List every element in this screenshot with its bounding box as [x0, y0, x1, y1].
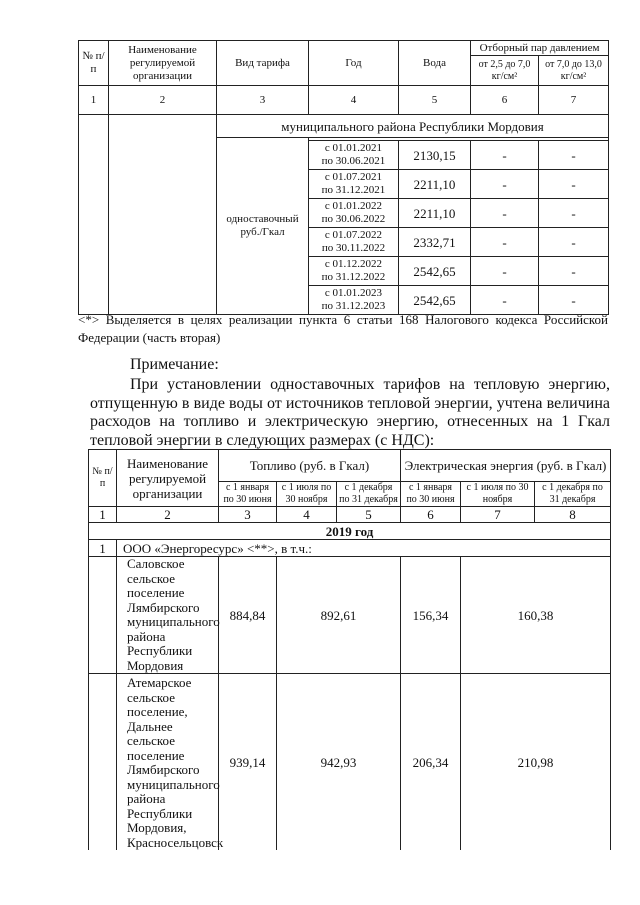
- header-steam: Отборный пар давлением: [471, 41, 609, 56]
- el-period-1-value: 206,34: [401, 674, 461, 851]
- col-number: 8: [535, 507, 611, 523]
- col-number: 3: [219, 507, 277, 523]
- water-value: 2211,10: [399, 199, 471, 228]
- steam-high-value: -: [539, 141, 609, 170]
- header-tariff-type: Вид тарифа: [217, 41, 309, 86]
- fuel-period-1-value: 884,84: [219, 557, 277, 674]
- col-number: 5: [399, 86, 471, 115]
- steam-high-value: -: [539, 199, 609, 228]
- period-cell: с 01.01.2022 по 30.06.2022: [309, 199, 399, 228]
- steam-low-value: -: [471, 228, 539, 257]
- col-number: 4: [277, 507, 337, 523]
- water-value: 2542,65: [399, 257, 471, 286]
- region-label: муниципального района Республики Мордовия: [217, 115, 609, 138]
- note-body: При установлении одноставочных тарифов на тепловую энергию, отпущенную в виде воды от источников тепловой энергии, учтена величина расходов на топливо и электрическую энергию, отнесенных на 1 Гкал тепловой энергии в следующих размерах (с НДС):: [90, 376, 610, 449]
- steam-low-value: -: [471, 141, 539, 170]
- header-year: Год: [309, 41, 399, 86]
- col-number: 7: [461, 507, 535, 523]
- year-label: 2019 год: [89, 523, 611, 540]
- header-period-2: с 1 июля по 30 ноября: [277, 481, 337, 506]
- org-name: ООО «Энергоресурс» <**>, в т.ч.:: [117, 540, 611, 557]
- period-cell: с 01.01.2023 по 31.12.2023: [309, 286, 399, 315]
- header-water: Вода: [399, 41, 471, 86]
- header-steam-high: от 7,0 до 13,0 кг/см²: [539, 56, 609, 86]
- empty-org-cell: [109, 115, 217, 315]
- period-cell: с 01.12.2022 по 31.12.2022: [309, 257, 399, 286]
- steam-high-value: -: [539, 170, 609, 199]
- header-period-3: с 1 декабря по 31 декабря: [337, 481, 401, 506]
- steam-high-value: -: [539, 257, 609, 286]
- empty-num-cell: [79, 115, 109, 315]
- settlement-name: Атемарское сельское поселение, Дальнее сельское поселение Лямбирского муниципального района Республики Мордовия, Красносельцовск: [117, 674, 219, 851]
- header-period-2: с 1 июля по 30 ноября: [461, 481, 535, 506]
- header-org: Наименование регулируемой организации: [109, 41, 217, 86]
- table-row: [89, 557, 611, 674]
- fuel-period-2-3-value: 892,61: [277, 557, 401, 674]
- footnote: <*> Выделяется в целях реализации пункта 6 статьи 168 Налогового кодекса Российской Федерации (часть вторая): [78, 312, 608, 345]
- steam-low-value: -: [471, 286, 539, 315]
- tariff-type-cell: одноставочный руб./Гкал: [217, 138, 309, 315]
- header-period-3: с 1 декабря по 31 декабря: [535, 481, 611, 506]
- period-cell: с 01.01.2021 по 30.06.2021: [309, 141, 399, 170]
- col-number: 6: [401, 507, 461, 523]
- water-value: 2130,15: [399, 141, 471, 170]
- el-period-2-3-value: 160,38: [461, 557, 611, 674]
- header-steam-low: от 2,5 до 7,0 кг/см²: [471, 56, 539, 86]
- col-number: 5: [337, 507, 401, 523]
- steam-high-value: -: [539, 228, 609, 257]
- period-cell: с 01.07.2022 по 30.11.2022: [309, 228, 399, 257]
- col-number: 4: [309, 86, 399, 115]
- table-row: [89, 674, 611, 851]
- steam-high-value: -: [539, 286, 609, 315]
- water-value: 2332,71: [399, 228, 471, 257]
- header-num: № п/п: [79, 41, 109, 86]
- header-org: Наименование регулируемой организации: [117, 450, 219, 507]
- steam-low-value: -: [471, 199, 539, 228]
- header-period-1: с 1 января по 30 июня: [401, 481, 461, 506]
- water-value: 2211,10: [399, 170, 471, 199]
- note-title: Примечание:: [130, 356, 219, 373]
- water-value: 2542,65: [399, 286, 471, 315]
- el-period-2-3-value: 210,98: [461, 674, 611, 851]
- steam-low-value: -: [471, 257, 539, 286]
- col-number: 1: [79, 86, 109, 115]
- tariff-table: [78, 40, 609, 315]
- settlement-name: Саловское сельское поселение Лямбирского муниципального района Республики Мордовия: [117, 557, 219, 674]
- costs-table: [88, 449, 611, 850]
- col-number: 1: [89, 507, 117, 523]
- col-number: 2: [109, 86, 217, 115]
- col-number: 6: [471, 86, 539, 115]
- header-period-1: с 1 января по 30 июня: [219, 481, 277, 506]
- steam-low-value: -: [471, 170, 539, 199]
- col-number: 2: [117, 507, 219, 523]
- fuel-period-1-value: 939,14: [219, 674, 277, 851]
- col-number: 3: [217, 86, 309, 115]
- el-period-1-value: 156,34: [401, 557, 461, 674]
- org-number: 1: [89, 540, 117, 557]
- period-cell: с 01.07.2021 по 31.12.2021: [309, 170, 399, 199]
- fuel-period-2-3-value: 942,93: [277, 674, 401, 851]
- col-number: 7: [539, 86, 609, 115]
- header-electricity: Электрическая энергия (руб. в Гкал): [401, 450, 611, 482]
- header-fuel: Топливо (руб. в Гкал): [219, 450, 401, 482]
- header-num: № п/п: [89, 450, 117, 507]
